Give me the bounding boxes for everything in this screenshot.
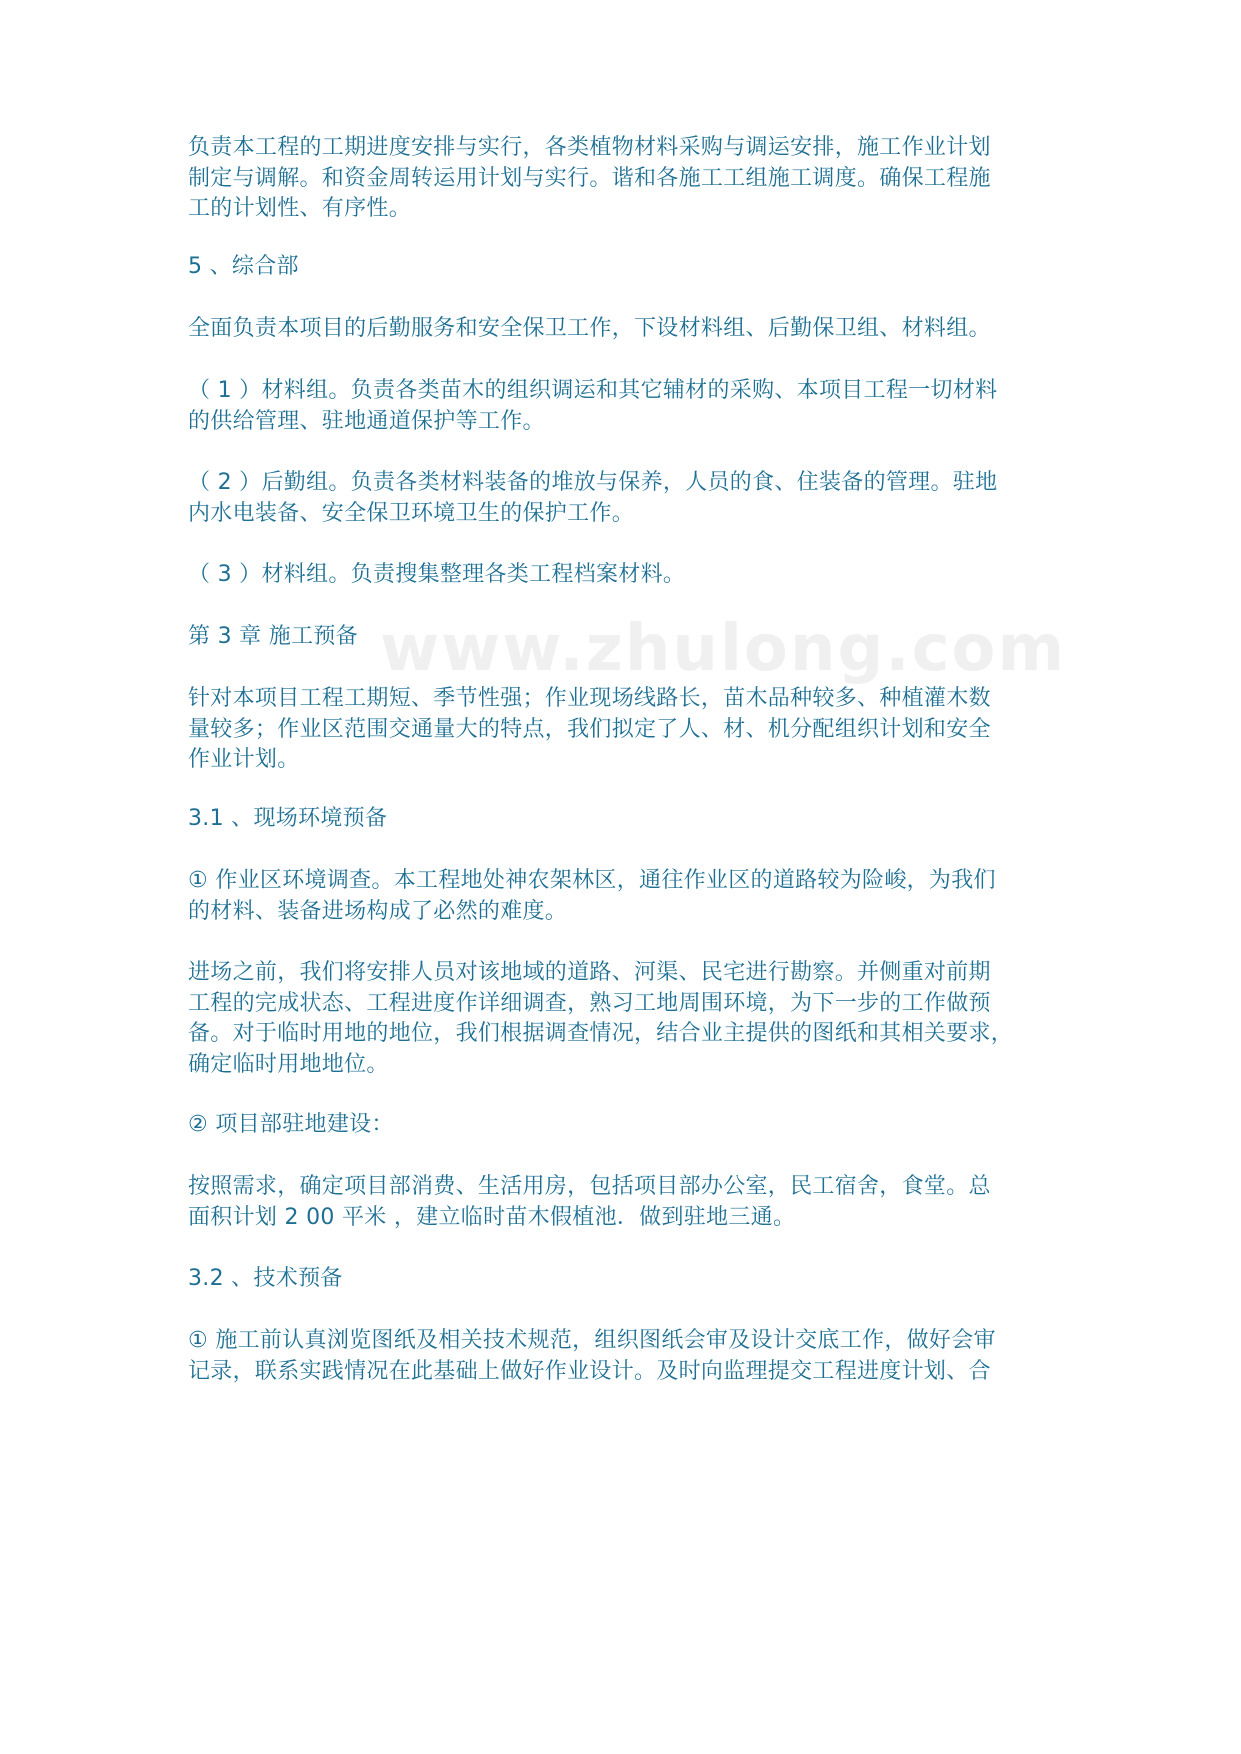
paragraph xyxy=(188,804,1088,835)
paragraph-line: 第 3 章 施工预备 xyxy=(188,624,358,649)
paragraph-line: 针对本项目工程工期短、季节性强；作业现场线路长，苗木品种较多、种植灌木数 xyxy=(188,686,991,711)
paragraph xyxy=(188,1264,1088,1295)
paragraph-line: 工程的完成状态、工程进度作详细调查，熟习工地周围环境，为下一步的工作做预 xyxy=(188,990,991,1016)
paragraph-line: 内水电装备、安全保卫环境卫生的保护工作。 xyxy=(188,500,635,526)
paragraph-line: 记录，联系实践情况在此基础上做好作业设计。及时向监理提交工程进度计划、合 xyxy=(188,1358,991,1384)
paragraph-line: 确定临时用地地位。 xyxy=(188,1051,389,1077)
paragraph-line: 的供给管理、驻地通道保护等工作。 xyxy=(188,408,545,434)
paragraph-line: 作业计划。 xyxy=(188,747,300,772)
paragraph-line: 进场之前，我们将安排人员对该地域的道路、河渠、民宅进行勘察。并侧重对前期 xyxy=(188,960,991,985)
paragraph xyxy=(188,252,1088,283)
paragraph xyxy=(188,684,1088,776)
paragraph xyxy=(188,1172,1088,1233)
paragraph-line: 全面负责本项目的后勤服务和安全保卫工作，下设材料组、后勤保卫组、材料组。 xyxy=(188,316,991,341)
paragraph xyxy=(188,1326,1088,1387)
paragraph-line: 制定与调解。和资金周转运用计划与实行。谐和各施工工组施工调度。确保工程施 xyxy=(188,165,991,191)
paragraph xyxy=(188,376,1088,437)
paragraph-line: 工的计划性、有序性。 xyxy=(188,196,412,221)
paragraph-line: 面积计划 2 00 平米 ，建立临时苗木假植池．做到驻地三通。 xyxy=(188,1204,796,1230)
paragraph xyxy=(188,314,1088,345)
paragraph-line: ② 项目部驻地建设： xyxy=(188,1112,394,1137)
paragraph-line: 量较多；作业区范围交通量大的特点，我们拟定了人、材、机分配组织计划和安全 xyxy=(188,716,991,742)
paragraph-line: 3.2 、技术预备 xyxy=(188,1266,343,1291)
paragraph xyxy=(188,133,1088,225)
paragraph-line: （ 1 ）材料组。负责各类苗木的组织调运和其它辅材的采购、本项目工程一切材料 xyxy=(188,378,998,403)
paragraph-line: 备。对于临时用地的地位，我们根据调查情况，结合业主提供的图纸和其相关要求， xyxy=(188,1021,1014,1046)
paragraph-line: （ 2 ）后勤组。负责各类材料装备的堆放与保养，人员的食、住装备的管理。驻地 xyxy=(188,470,998,495)
paragraph xyxy=(188,468,1088,529)
paragraph-line: （ 3 ）材料组。负责搜集整理各类工程档案材料。 xyxy=(188,562,686,587)
paragraph xyxy=(188,866,1088,927)
paragraph xyxy=(188,958,1088,1080)
paragraph-line: 负责本工程的工期进度安排与实行，各类植物材料采购与调运安排，施工作业计划 xyxy=(188,135,991,160)
paragraph-line: ① 作业区环境调查。本工程地处神农架林区，通往作业区的道路较为险峻，为我们 xyxy=(188,868,996,893)
paragraph-line: 3.1 、现场环境预备 xyxy=(188,806,388,831)
watermark: www.zhulong.com xyxy=(380,612,1067,686)
paragraph-line: 的材料、装备进场构成了必然的难度。 xyxy=(188,898,568,924)
paragraph xyxy=(188,1110,1088,1141)
paragraph xyxy=(188,560,1088,591)
paragraph-line: 5 、综合部 xyxy=(188,254,299,279)
paragraph xyxy=(188,622,1088,653)
paragraph-line: 按照需求，确定项目部消费、生活用房，包括项目部办公室，民工宿舍，食堂。总 xyxy=(188,1174,991,1199)
paragraph-line: ① 施工前认真浏览图纸及相关技术规范，组织图纸会审及设计交底工作，做好会审 xyxy=(188,1328,996,1353)
